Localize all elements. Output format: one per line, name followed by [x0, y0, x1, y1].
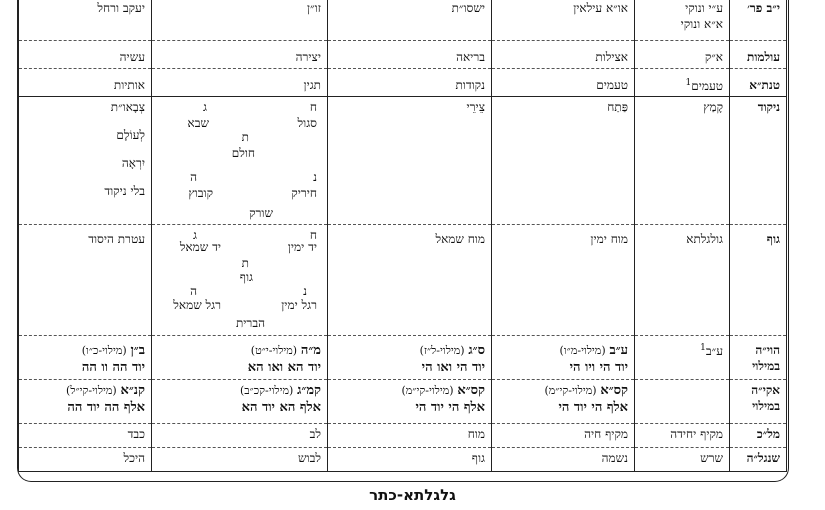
vowel-name: קובוץ	[188, 185, 213, 200]
row-header: מל״כ	[730, 423, 787, 447]
cell-text: מקיף חיה	[492, 423, 635, 447]
cell-text: צְבָאו״ת	[110, 99, 145, 114]
cell-text: א״ק	[635, 40, 730, 68]
cell-text: ע״ב	[705, 343, 723, 358]
cell-text: ישסו״ת	[328, 0, 492, 40]
letter: ת	[241, 129, 249, 144]
milui-spelling: אלף הי יוד הי	[558, 400, 628, 416]
gematria: קנ״א	[120, 382, 145, 398]
cell-text: נקודות	[328, 68, 492, 96]
cell-text: לב	[152, 423, 328, 447]
cell-text: בלי ניקוד	[104, 184, 145, 199]
gematria: קס״א	[457, 382, 485, 398]
letter: ג	[203, 99, 207, 114]
milui-note: (מילוי-קי״מ)	[544, 383, 597, 397]
body-part: רגל ימין	[281, 297, 317, 312]
row-header: במילוי	[752, 398, 780, 413]
body-part: יד שמאל	[179, 239, 221, 254]
table-row	[19, 224, 787, 335]
cell-text: מוח שמאל	[328, 224, 492, 335]
milui-spelling: אלף הא יוד הא	[241, 400, 321, 416]
gematria: ס״ג	[468, 342, 485, 358]
milui-note: (מילוי-מ״ו)	[559, 343, 606, 357]
cell-text: צֵירֵי	[328, 96, 492, 224]
milui-spelling: אלף הי יוד הי	[415, 400, 485, 416]
milui-spelling: יוד הי ויו הי	[569, 360, 628, 376]
cell-text: יעקב ורחל	[19, 0, 152, 40]
cell-text: טעמים	[691, 78, 723, 93]
cell-text: עשיה	[19, 40, 152, 68]
cell-text: יצירה	[152, 40, 328, 68]
cell-text: בריאה	[328, 40, 492, 68]
row-header: הוי״ה	[755, 342, 780, 357]
milui-spelling: יוד הי ואו הי	[421, 360, 485, 376]
letter: ג	[193, 227, 197, 242]
vowel-name: חיריק	[291, 185, 317, 200]
cell-text: היכל	[19, 447, 152, 471]
row-header: אקי״ה	[751, 382, 780, 397]
cell-text: לבוש	[152, 447, 328, 471]
cell-text: פַּתַח	[492, 96, 635, 224]
letter: ח	[309, 99, 317, 114]
row-header: שנגל״ה	[730, 447, 787, 471]
body-part: יד ימין	[287, 239, 317, 254]
cell-text: מוח ימין	[492, 224, 635, 335]
vowel-name: שורק	[249, 205, 273, 220]
milui-note: (מילוי-קכ״ב)	[239, 383, 294, 397]
vowel-name: סגול	[297, 115, 317, 130]
row-header: עולמות	[730, 40, 787, 68]
cell-text: אצילות	[492, 40, 635, 68]
gematria: מ״ה	[300, 342, 321, 358]
table-row	[19, 68, 787, 96]
table-row	[19, 0, 787, 40]
letter: נ	[303, 283, 307, 298]
page-title: גלגלתא-כתר	[369, 486, 456, 504]
table-row	[19, 447, 787, 471]
cell-text: אותיות	[19, 68, 152, 96]
row-header: במילוי	[752, 358, 780, 373]
gematria: ב״ן	[130, 342, 145, 358]
table-row	[19, 379, 787, 423]
milui-spelling: אלף הה יוד הה	[67, 400, 145, 416]
row-header: גוף	[730, 224, 787, 335]
cell-text: א״א ונוקי	[680, 17, 723, 32]
body-part: גוף	[239, 269, 253, 284]
letter: ת	[241, 255, 249, 270]
gematria: קס״א	[600, 382, 628, 398]
cell-text: יִרְאָה	[121, 156, 145, 171]
table-row	[19, 40, 787, 68]
cell-text: זו״ן	[152, 0, 328, 40]
gematria: קמ״ג	[297, 382, 321, 398]
milui-note: (מילוי-ל״ז)	[419, 343, 465, 357]
cell-text: תגין	[152, 68, 328, 96]
table-row	[19, 96, 787, 224]
footnote-mark: 1	[700, 342, 706, 353]
kabbalah-table	[18, 0, 787, 472]
cell-text: גולגלתא	[635, 224, 730, 335]
table-row	[19, 335, 787, 379]
cell-text: מקיף יחידה	[635, 423, 730, 447]
milui-note: (מילוי-י״ט)	[250, 343, 298, 357]
cell-text: קָמַץ	[635, 96, 730, 224]
cell-text: עטרת היסוד	[19, 224, 152, 335]
milui-note: (מילוי-קי״ל)	[66, 383, 117, 397]
row-header: י״ב פר׳	[730, 0, 787, 40]
cell-text: נשמה	[492, 447, 635, 471]
table-row	[19, 423, 787, 447]
letter: ה	[190, 283, 197, 298]
body-part: הברית	[235, 315, 265, 330]
milui-spelling: יוד הא ואו הא	[247, 360, 321, 376]
body-part: רגל שמאל	[173, 297, 221, 312]
cell-text: ע״י ונוקי	[685, 1, 723, 15]
letter: ח	[309, 227, 317, 242]
milui-note: (מילוי-קי״מ)	[401, 383, 454, 397]
row-header: טנת״א	[730, 68, 787, 96]
vowel-name: שבא	[187, 115, 209, 130]
cell-text: טעמים	[492, 68, 635, 96]
cell-text: מוח	[328, 423, 492, 447]
cell-text: לְעוֹלָם	[116, 127, 145, 142]
cell-text: גוף	[328, 447, 492, 471]
cell-text: שרש	[635, 447, 730, 471]
vowel-name: חולם	[231, 145, 255, 160]
cell-text: כבד	[19, 423, 152, 447]
row-header: ניקוד	[730, 96, 787, 224]
milui-note: (מילוי-כ״ו)	[81, 343, 127, 357]
footnote-mark: 1	[685, 77, 692, 88]
cell-text: או״א עילאין	[492, 0, 635, 40]
gematria: ע״ב	[609, 342, 628, 358]
milui-spelling: יוד הה וו הה	[81, 360, 145, 376]
letter: נ	[313, 169, 317, 184]
letter: ה	[190, 169, 197, 184]
